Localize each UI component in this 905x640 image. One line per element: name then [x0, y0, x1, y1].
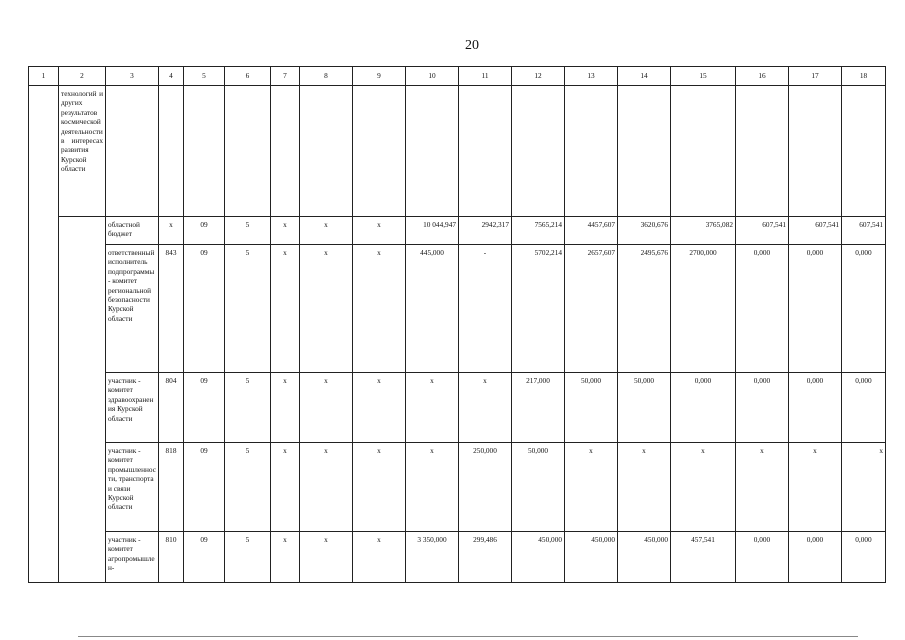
col2-empty-cell [59, 217, 106, 583]
table-cell: 3 350,000 [406, 532, 459, 583]
table-cell: x [353, 532, 406, 583]
table-cell: 5 [225, 217, 271, 245]
header-cell: 6 [225, 67, 271, 86]
table-cell: 3765,082 [671, 217, 736, 245]
table-cell: x [618, 443, 671, 532]
table-cell [106, 86, 159, 217]
table-cell: x [565, 443, 618, 532]
table-cell: 10 044,947 [406, 217, 459, 245]
row-label: участник - комитет агропромышлен- [106, 532, 159, 583]
table-cell: x [159, 217, 184, 245]
table-cell: x [300, 443, 353, 532]
table-cell: 5 [225, 373, 271, 443]
table-cell: x [353, 245, 406, 373]
header-cell: 16 [736, 67, 789, 86]
table-cell: x [736, 443, 789, 532]
table-row [29, 443, 886, 532]
table-cell: 607,541 [789, 217, 842, 245]
table-cell: 450,000 [512, 532, 565, 583]
header-cell: 3 [106, 67, 159, 86]
table-row [29, 532, 886, 583]
table-cell [618, 86, 671, 217]
table-cell: x [353, 217, 406, 245]
table-cell [300, 86, 353, 217]
table-cell: 607,541 [842, 217, 886, 245]
table-cell: 5 [225, 443, 271, 532]
table-header-row [29, 67, 886, 86]
table-cell: 09 [184, 217, 225, 245]
table-cell: 0,000 [789, 373, 842, 443]
header-cell: 4 [159, 67, 184, 86]
table-cell: 445,000 [406, 245, 459, 373]
header-cell: 11 [459, 67, 512, 86]
page-number: 20 [465, 38, 479, 53]
table-cell: 0,000 [842, 373, 886, 443]
table-cell: x [353, 373, 406, 443]
table-cell: x [271, 245, 300, 373]
table-cell: 299,486 [459, 532, 512, 583]
table-cell: 818 [159, 443, 184, 532]
table-cell: x [300, 532, 353, 583]
table-cell: 0,000 [671, 373, 736, 443]
table-cell: x [671, 443, 736, 532]
table-cell: 09 [184, 373, 225, 443]
header-cell: 10 [406, 67, 459, 86]
table-cell: 810 [159, 532, 184, 583]
table-cell: - [459, 245, 512, 373]
table-cell [842, 86, 886, 217]
table-cell: x [271, 217, 300, 245]
table-cell [512, 86, 565, 217]
table-cell: 5 [225, 245, 271, 373]
table-cell: 09 [184, 443, 225, 532]
row-label: областной бюджет [106, 217, 159, 245]
row-label: участник - комитет промышленности, транспорта и связи Курской области [106, 443, 159, 532]
table-cell: x [459, 373, 512, 443]
table-row [29, 373, 886, 443]
table-cell [671, 86, 736, 217]
table-row [29, 86, 886, 217]
table-cell: 450,000 [618, 532, 671, 583]
table-cell [353, 86, 406, 217]
table-cell [184, 86, 225, 217]
table-cell: 4457,607 [565, 217, 618, 245]
row-label: ответственный исполнитель подпрограммы - комитет региональной безопасности Курской области [106, 245, 159, 373]
table-cell: 0,000 [842, 532, 886, 583]
table-cell: 7565,214 [512, 217, 565, 245]
table-cell: x [271, 443, 300, 532]
table-cell: 450,000 [565, 532, 618, 583]
table-cell: 2700,000 [671, 245, 736, 373]
table-cell [225, 86, 271, 217]
header-cell: 13 [565, 67, 618, 86]
table-cell [459, 86, 512, 217]
table-cell: 3620,676 [618, 217, 671, 245]
table-cell [736, 86, 789, 217]
table-cell: 607,541 [736, 217, 789, 245]
table-cell: 843 [159, 245, 184, 373]
header-cell: 2 [59, 67, 106, 86]
table-cell [406, 86, 459, 217]
table-cell: x [300, 217, 353, 245]
footer-divider [78, 636, 858, 637]
table-cell: 2495,676 [618, 245, 671, 373]
table-cell: 0,000 [789, 245, 842, 373]
col2-text-cell: технологий и других результатов космической деятельности в интересах развития Курской области [59, 86, 106, 217]
budget-table [28, 66, 886, 583]
table-cell: 5 [225, 532, 271, 583]
table-cell: 09 [184, 532, 225, 583]
header-cell: 15 [671, 67, 736, 86]
header-cell: 7 [271, 67, 300, 86]
table-cell: 2942,317 [459, 217, 512, 245]
table-cell: 250,000 [459, 443, 512, 532]
table-cell: 09 [184, 245, 225, 373]
header-cell: 12 [512, 67, 565, 86]
table-cell: 457,541 [671, 532, 736, 583]
table-cell [271, 86, 300, 217]
table-cell: x [406, 373, 459, 443]
col1-cell [29, 86, 59, 583]
table-cell [159, 86, 184, 217]
table-cell [789, 86, 842, 217]
header-cell: 1 [29, 67, 59, 86]
header-cell: 14 [618, 67, 671, 86]
row-label: участник - комитет здравоохранения Курской области [106, 373, 159, 443]
table-cell: 50,000 [618, 373, 671, 443]
table-cell: x [842, 443, 886, 532]
header-cell: 9 [353, 67, 406, 86]
table-cell: x [789, 443, 842, 532]
table-cell: x [300, 245, 353, 373]
table-cell: 0,000 [842, 245, 886, 373]
table-cell: 50,000 [512, 443, 565, 532]
table-cell: 5702,214 [512, 245, 565, 373]
table-cell [565, 86, 618, 217]
table-cell: x [271, 373, 300, 443]
table-cell: x [353, 443, 406, 532]
table-cell: 804 [159, 373, 184, 443]
header-cell: 8 [300, 67, 353, 86]
table-cell: x [406, 443, 459, 532]
table-cell: 2657,607 [565, 245, 618, 373]
table-cell: 0,000 [736, 373, 789, 443]
table-cell: 0,000 [736, 532, 789, 583]
header-cell: 18 [842, 67, 886, 86]
table-cell: 50,000 [565, 373, 618, 443]
table-cell: x [300, 373, 353, 443]
table-cell: 0,000 [736, 245, 789, 373]
table-cell: 0,000 [789, 532, 842, 583]
header-cell: 5 [184, 67, 225, 86]
table-row [29, 245, 886, 373]
table-cell: 217,000 [512, 373, 565, 443]
table-row [29, 217, 886, 245]
header-cell: 17 [789, 67, 842, 86]
table-cell: x [271, 532, 300, 583]
